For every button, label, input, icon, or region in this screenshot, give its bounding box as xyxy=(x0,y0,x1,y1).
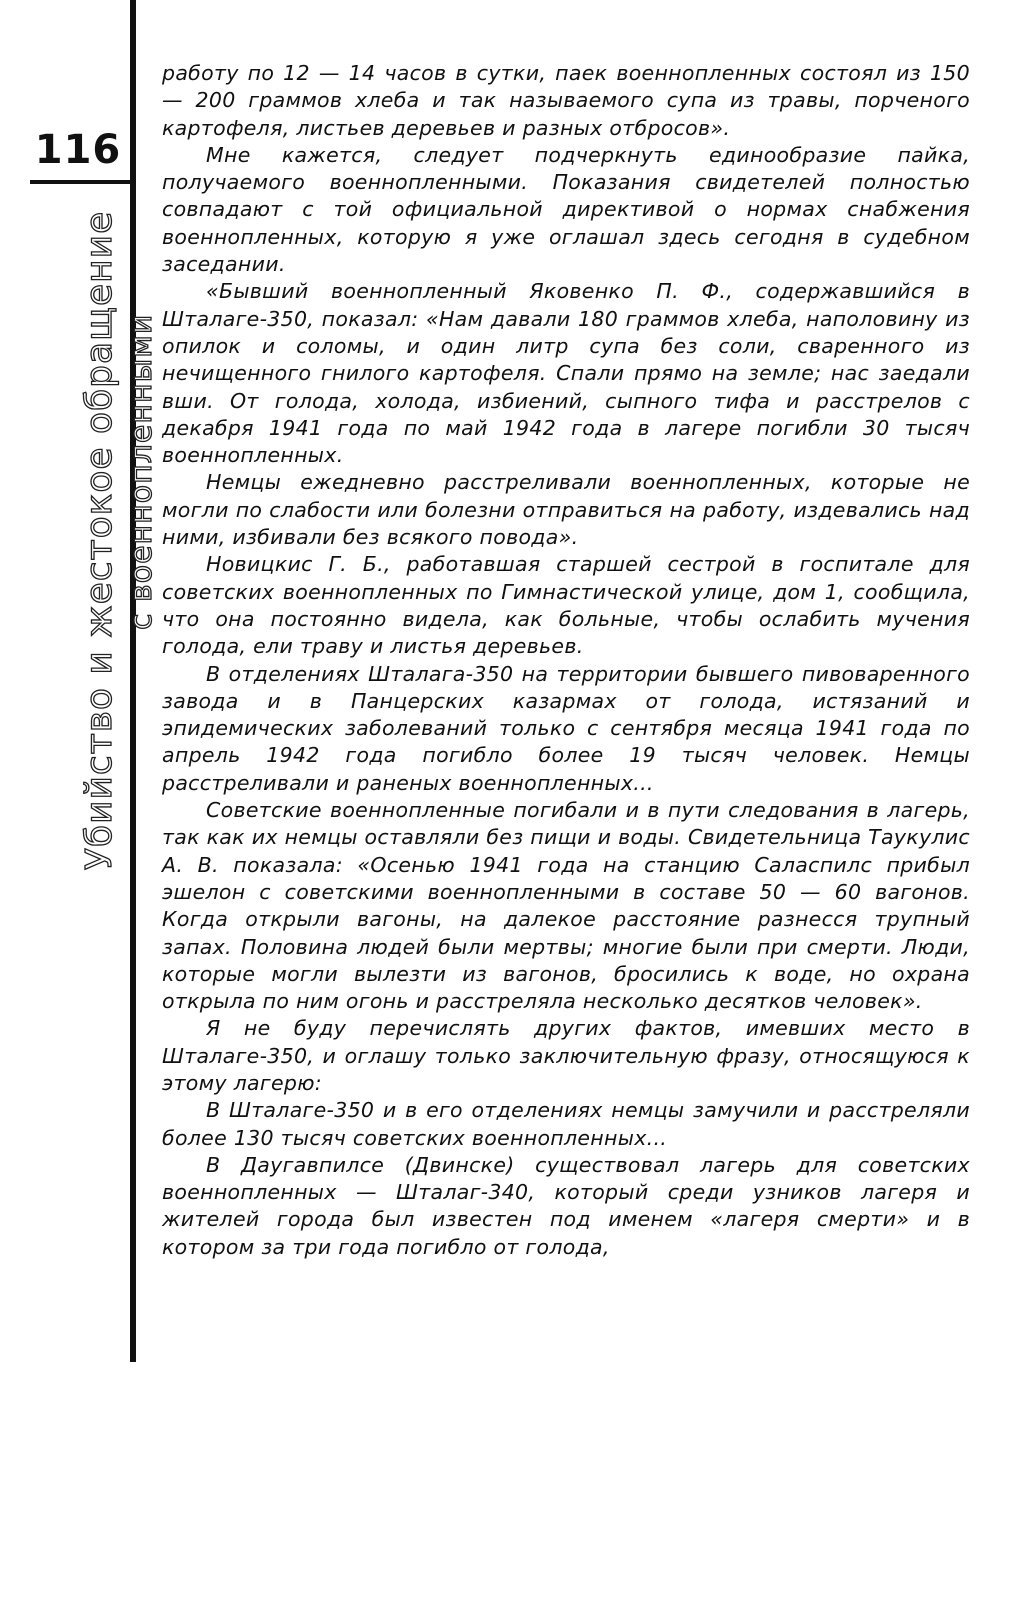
paragraph-3: «Бывший военнопленный Яковенко П. Ф., содержавшийся в Шталаге-350, показал: «Нам давали 180 граммов хлеба, наполовину из опилок и соломы, и один литр супа без соли, сваренного из нечищенного гнилого картофеля. Спали прямо на земле; нас заедали вши. От голода, холода, избиений, сыпного тифа и расстрелов с декабря 1941 года по май 1942 года в лагере погибли 30 тысяч военнопленных. xyxy=(162,279,970,468)
paragraph-6: В отделениях Шталага-350 на территории бывшего пивоваренного завода и в Панцерских казармах от голода, истязаний и эпидемических заболеваний только с сентября месяца 1941 года по апрель 1942 года погибло более 19 тысяч человек. Немцы расстреливали и раненых военнопленных... xyxy=(162,661,970,795)
running-title-line-1: Убийство и жестокое обращение xyxy=(79,210,120,870)
body-text xyxy=(162,60,970,1261)
paragraph-9: В Шталаге-350 и в его отделениях немцы замучили и расстреляли более 130 тысяч советских военнопленных... xyxy=(162,1098,970,1150)
running-title-line-2: с военнопленными xyxy=(124,313,159,630)
paragraph-10: В Даугавпилсе (Двинске) существовал лагерь для советских военнопленных — Шталаг-340, который среди узников лагеря и жителей города был известен под именем «лагеря смерти» и в котором за три года погибло от голода, xyxy=(162,1152,970,1259)
paragraph-4: Немцы ежедневно расстреливали военнопленных, которые не могли по слабости или болезни отправиться на работу, издевались над ними, избивали без всякого повода». xyxy=(162,470,970,550)
page-number: 116 xyxy=(34,127,122,173)
paragraph-8: Я не буду перечислять других фактов, имевших место в Шталаге-350, и оглашу только заключительную фразу, относящуюся к этому лагерю: xyxy=(162,1016,970,1095)
paragraph-5: Новицкис Г. Б., работавшая старшей сестрой в госпитале для советских военнопленных по Гимнастической улице, дом 1, сообщила, что она постоянно видела, как больные, чтобы ослабить мучения голода, ели траву и листья деревьев. xyxy=(162,552,970,659)
paragraph-2: Мне кажется, следует подчеркнуть единообразие пайка, получаемого военнопленными. Показания свидетелей полностью совпадают с той официальной директивой о нормах снабжения военнопленных, которую я уже оглашал здесь сегодня в судебном заседании. xyxy=(162,142,970,277)
paragraph-7: Советские военнопленные погибали и в пути следования в лагерь, так как их немцы оставляли без пищи и воды. Свидетельница Таукулис А. В. показала: «Осенью 1941 года на станцию Саласпилс прибыл эшелон с советскими военнопленными в составе 50 — 60 вагонов. Когда открыли вагоны, на далекое расстояние разнесся трупный запах. Половина людей были мертвы; многие были при смерти. Люди, которые могли вылезти из вагонов, бросились к воде, но охрана открыла по ним огонь и расстреляла несколько десятков человек». xyxy=(162,798,970,1014)
paragraph-1: работу по 12 — 14 часов в сутки, паек военнопленных состоял из 150 — 200 граммов хлеба и так называемого супа из травы, порченого картофеля, листьев деревьев и разных отбросов». xyxy=(162,61,970,140)
